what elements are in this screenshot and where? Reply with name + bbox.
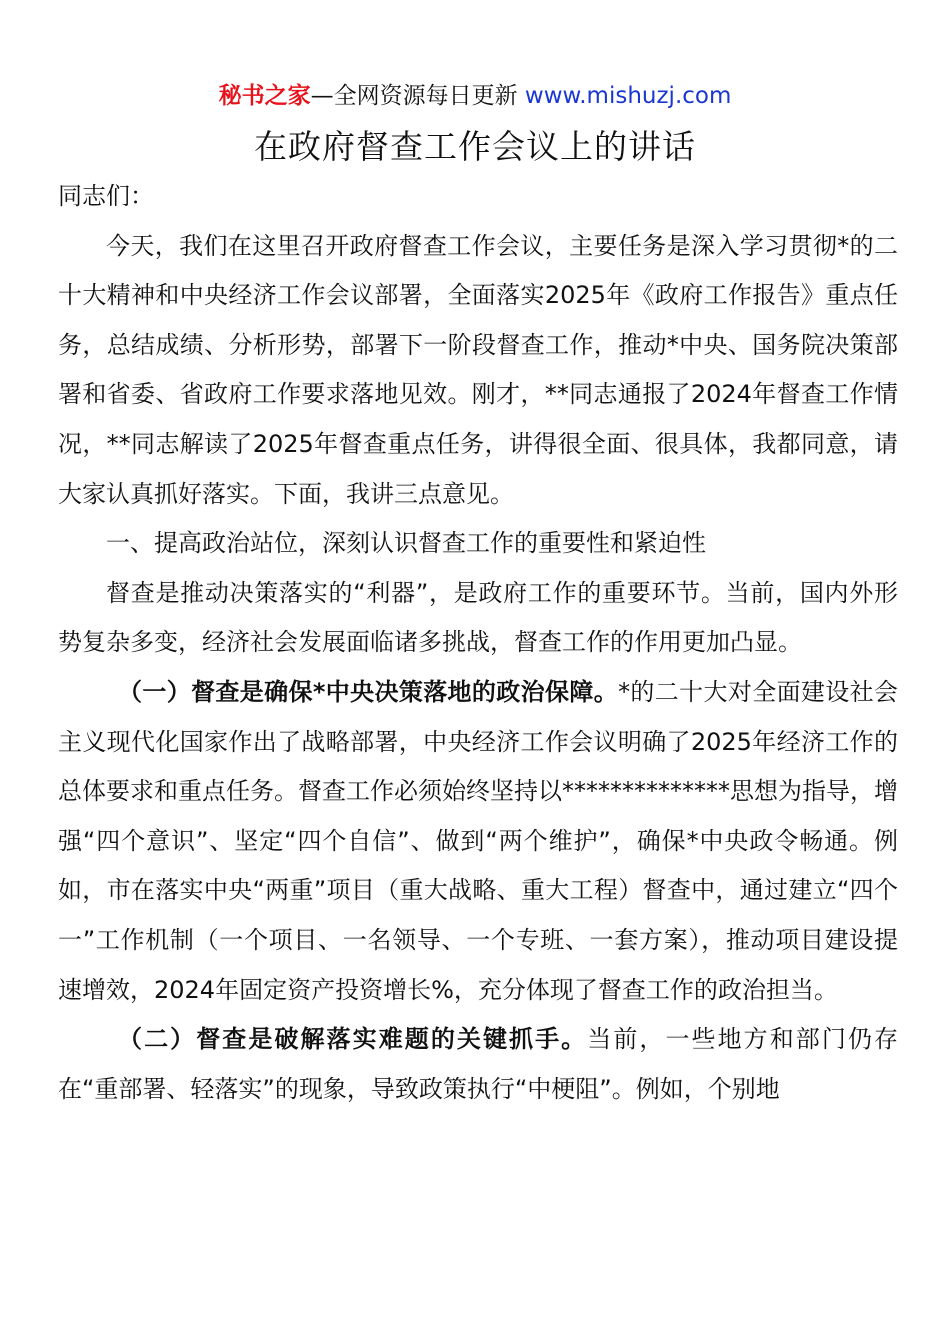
site-url-link[interactable]: www.mishuzj.com [524,83,732,109]
site-tagline: —全网资源每日更新 [310,83,518,109]
site-header [0,80,950,112]
subsection-paragraph-2 [58,1015,898,1114]
section-paragraph: 督查是推动决策落实的“利器”，是政府工作的重要环节。当前，国内外形势复杂多变，经济社会发展面临诸多挑战，督查工作的作用更加凸显。 [58,578,898,657]
document-body [58,172,898,1114]
subsection-text-2: 当前，一些地方和部门仍存在“重部署、轻落实”的现象，导致政策执行“中梗阻”。例如，个别地 [58,1025,899,1103]
subsection-paragraph-1 [58,668,898,1015]
subsection-text-1: *的二十大对全面建设社会主义现代化国家作出了战略部署，中央经济工作会议明确了2025年经济工作的总体要求和重点任务。督查工作必须始终坚持以**************思想为指导，增强“四个意识”、坚定“四个自信”、做到“两个维护”，确保*中央政令畅通。例如，市在落实中央“两重”项目（重大战略、重大工程）督查中，通过建立“四个一”工作机制（一个项目、一名领导、一个专班、一套方案），推动项目建设提速增效，2024年固定资产投资增长%，充分体现了督查工作的政治担当。 [58,677,898,1004]
section-heading: 一、提高政治站位，深刻认识督查工作的重要性和紧迫性 [106,529,706,558]
greeting-paragraph: 同志们： [58,182,154,210]
subsection-heading-2: （二）督查是破解落实难题的关键抓手。 [118,1025,588,1054]
subsection-heading-1: （一）督查是确保*中央决策落地的政治保障。 [118,677,619,706]
intro-paragraph: 今天，我们在这里召开政府督查工作会议，主要任务是深入学习贯彻*的二十大精神和中央经济工作会议部署，全面落实2025年《政府工作报告》重点任务，总结成绩、分析形势，部署下一阶段督查工作，推动*中央、国务院决策部署和省委、省政府工作要求落地见效。刚才，**同志通报了2024年督查工作情况，**同志解读了2025年督查重点任务，讲得很全面、很具体，我都同意，请大家认真抓好落实。下面，我讲三点意见。 [58,231,898,508]
site-brand: 秘书之家 [218,83,311,109]
document-title: 在政府督查工作会议上的讲话 [254,127,696,166]
